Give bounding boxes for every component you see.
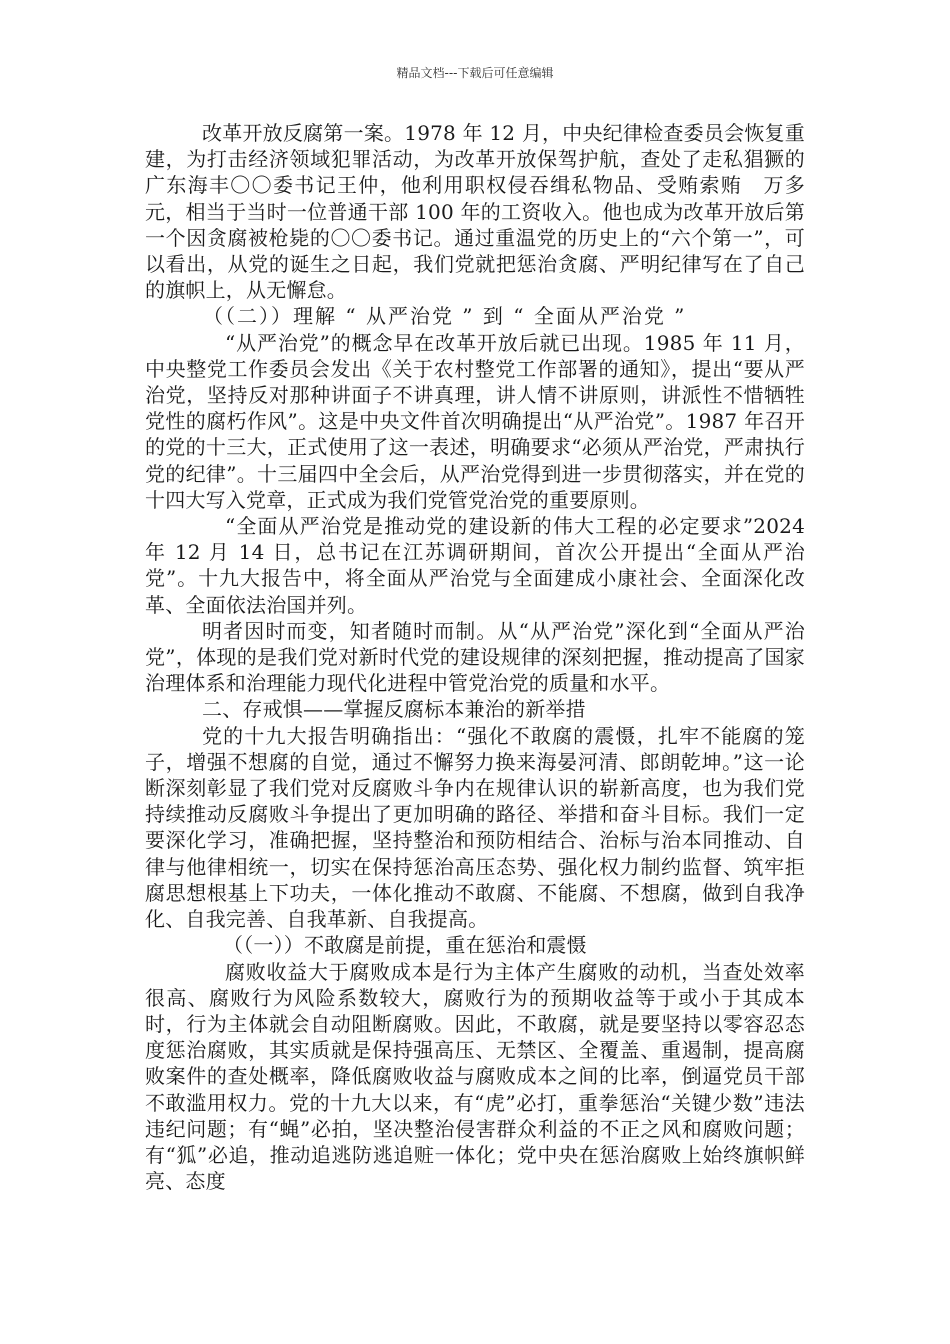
paragraph-deepening: 明者因时而变，知者随时而制。从“从严治党”深化到“全面从严治党”，体现的是我们党对新时代党的建设规律的深刻把握，推动提高了国家治理体系和治理能力现代化进程中管党治党的质量和水平。: [145, 618, 805, 696]
paragraph-first-case: 改革开放反腐第一案。1978 年 12 月，中央纪律检查委员会恢复重建，为打击经济领域犯罪活动，为改革开放保驾护航，查处了走私猖獗的广东海丰〇〇委书记王仲，他利用职权侵吞缉私物品、受贿索贿 万多元，相当于当时一位普通干部 100 年的工资收入。他也成为改革开放后第一个因贪腐被枪毙的〇〇委书记。通过重温党的历史上的“六个第一”，可以看出，从党的诞生之日起，我们党就把惩治贪腐、严明纪律写在了自己的旗帜上，从无懈怠。: [145, 121, 805, 303]
paragraph-dare-not-detail: 腐败收益大于腐败成本是行为主体产生腐败的动机，当查处效率很高、腐败行为风险系数较大，腐败行为的预期收益等于或小于其成本时，行为主体就会自动阻断腐败。因此，不敢腐，就是要坚持以零容忍态度惩治腐败，其实质就是保持强高压、无禁区、全覆盖、重遏制，提高腐败案件的查处概率，降低腐败收益与腐败成本之间的比率，倒逼党员干部不敢滥用权力。党的十九大以来，有“虎”必打，重拳惩治“关键少数”违法违纪问题；有“蝇”必拍，坚决整治侵害群众利益的不正之风和腐败问题；有“狐”必追，推动追逃防逃追赃一体化；党中央在惩治腐败上始终旗帜鲜亮、态度: [145, 959, 805, 1194]
paragraph-comprehensive-governance: “全面从严治党是推动党的建设新的伟大工程的必定要求”2024 年 12 月 14 日，总书记在江苏调研期间，首次公开提出“全面从严治党”。十九大报告中，将全面从严治党与全面建成小康社会、全面深化改革、全面依法治国并列。: [145, 514, 805, 617]
subheading-strict-governance: （（二））理解 “ 从严治党 ” 到 “ 全面从严治党 ”: [203, 304, 687, 329]
section-heading-two: 二、存戒惧——掌握反腐标本兼治的新举措: [202, 697, 586, 722]
subheading-dare-not: （（一））不敢腐是前提，重在惩治和震慑: [223, 933, 587, 958]
paragraph-strict-governance-origin: “从严治党”的概念早在改革开放后就已出现。1985 年 11 月，中央整党工作委员会发出《关于农村整党工作部署的通知》，提出“要从严治党，坚持反对那种讲面子不讲真理，讲人情不讲原则，讲派性不惜牺牲党性的腐朽作风”。这是中央文件首次明确提出“从严治党”。1987 年召开的党的十三大，正式使用了这一表述，明确要求“必须从严治党，严肃执行党的纪律”。十三届四中全会后，从严治党得到进一步贯彻落实，并在党的十四大写入党章，正式成为我们党管党治党的重要原则。: [145, 330, 805, 512]
page-header: 精品文档---下载后可任意编辑: [396, 66, 554, 80]
document-body: [145, 120, 805, 1194]
paragraph-nineteenth-congress: 党的十九大报告明确指出：“强化不敢腐的震慑，扎牢不能腐的笼子，增强不想腐的自觉，通过不懈努力换来海晏河清、郎朗乾坤。”这一论断深刻彰显了我们党对反腐败斗争内在规律认识的崭新高度，也为我们党持续推动反腐败斗争提出了更加明确的路径、举措和奋斗目标。我们一定要深化学习，准确把握，坚持整治和预防相结合、治标与治本同推动、自律与他律相统一，切实在保持惩治高压态势、强化权力制约监督、筑牢拒腐思想根基上下功夫，一体化推动不敢腐、不能腐、不想腐，做到自我净化、自我完善、自我革新、自我提高。: [145, 723, 805, 932]
